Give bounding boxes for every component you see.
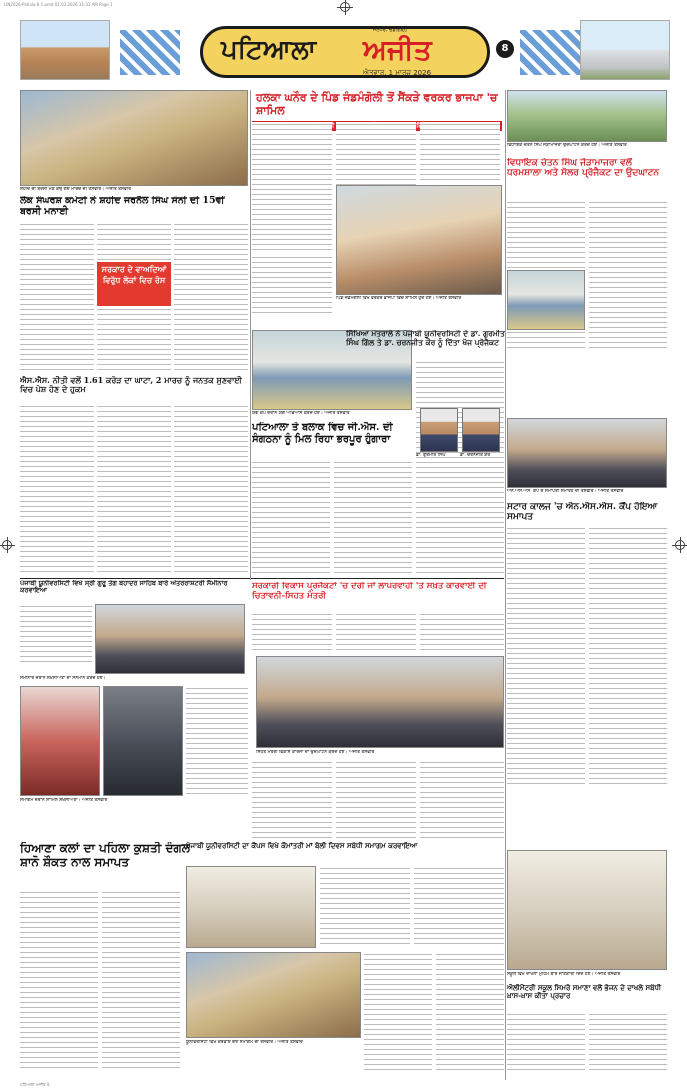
article-a3-caption: ਵਿਧਾਇਕ ਚੇਤਨ ਸਿੰਘ ਜੌੜਾਮਾਜਰਾ ਉਦਘਾਟਨ ਕਰਦੇ ਹੋਏ। ਅਜੀਤ ਤਸਵੀਰ	[507, 143, 627, 148]
article-a5-col1	[252, 460, 330, 574]
print-slug: LIN2026-Patiala-8 1.pmd 01.03.2026 11:31 AM Page 1	[4, 2, 113, 7]
article-a7-col2	[589, 526, 667, 786]
article-a10-col2	[102, 890, 180, 1070]
article-a7-header	[507, 502, 667, 524]
registration-mark-top	[340, 2, 350, 12]
article-a2-caption: ਸ਼ਹੀਦ ਦੀ ਬਰਸੀ ਮੌਕੇ ਕੱਢੇ ਗਏ ਮਾਰਚ ਦੀ ਤਸਵੀਰ। ਅਜੀਤ ਤਸਵੀਰ	[20, 187, 131, 192]
article-a2-col3	[174, 222, 248, 372]
article-a9-col2	[336, 612, 416, 652]
page-footer: ਪਟਿਆਲਾ ਅਜੀਤ 8	[20, 1082, 50, 1087]
masthead-photo-right	[580, 20, 670, 80]
article-a8-caption2: ਸਮਾਗਮ ਦੌਰਾਨ ਸ਼ਾਮਿਲ ਸ਼ਖ਼ਸੀਅਤਾਂ। ਅਜੀਤ ਤਸਵੀਰ	[20, 798, 108, 803]
article-a12-header	[507, 984, 667, 1010]
article-a1-col4	[252, 255, 332, 315]
article-a6-portrait-right-caption: ਡਾ. ਚਰਨਜੀਤ ਕੌਰ	[460, 453, 491, 458]
article-a11-photo	[186, 866, 316, 948]
masthead-edition: ਜਲੰਧਰ, ਚੰਡੀਗੜ੍ਹ	[373, 27, 408, 33]
article-a3-headline: ਵਿਧਾਇਕ ਚੇਤਨ ਸਿੰਘ ਜੌੜਾਮਾਜਰਾ ਵਲੋਂ ਧਰਮਸ਼ਾਲਾ ਅਤੇ ਸੋਲਰ ਪ੍ਰੋਜੈਕਟ ਦਾ ਉਦਘਾਟਨ	[507, 158, 660, 179]
article-a11-photo2	[186, 952, 361, 1038]
article-a8-photo2	[20, 686, 100, 796]
article-a6-portrait-left-caption: ਡਾ. ਗੁਰਮੀਤ ਸਿੰਘ	[416, 453, 446, 458]
article-a1-photo	[336, 185, 502, 295]
page-number: 8	[496, 40, 514, 58]
article-a1	[252, 90, 502, 320]
article-a5-col2	[334, 460, 412, 574]
registration-mark-left	[2, 540, 12, 550]
masthead-pattern-left	[120, 30, 180, 75]
article-a11-col3	[364, 952, 432, 1070]
article-a4-header	[20, 376, 248, 402]
section-divider	[20, 578, 504, 579]
article-a1-col1	[252, 122, 332, 252]
article-a4-col1	[20, 404, 94, 574]
article-a12-caption: ਸਕੂਲ ਵਿਖੇ ਦਾਖਲਾ ਮੁਹਿੰਮ ਬਾਰੇ ਜਾਣਕਾਰੀ ਦਿੰਦੇ ਹੋਏ। ਅਜੀਤ ਤਸਵੀਰ	[507, 972, 621, 977]
article-a9-headline: ਸਰਕਾਰੀ ਵਿਕਾਸ ਪ੍ਰੋਜੈਕਟਾਂ 'ਚ ਦੇਰੀ ਜਾਂ ਲਾਪਰਵਾਹੀ 'ਤੇ ਸਖ਼ਤ ਕਾਰਵਾਈ ਦੀ ਚਿਤਾਵਨੀ-ਸਿਹਤ ਮੰਤਰੀ	[252, 582, 487, 601]
article-a8-headline: ਪੰਜਾਬੀ ਯੂਨੀਵਰਸਿਟੀ ਵਿਖੇ ਸ੍ਰੀ ਗੁਰੂ ਤੇਗ ਬਹਾਦਰ ਸਾਹਿਬ ਬਾਰੇ ਅੰਤਰਰਾਸ਼ਟਰੀ ਸੈਮੀਨਾਰ ਕਰਵਾਇਆ	[20, 580, 228, 595]
article-a11-headline: ਪੰਜਾਬੀ ਯੂਨੀਵਰਸਿਟੀ ਦਾ ਕੈਂਪਸ ਵਿਖੇ ਕੌਮਾਂਤਰੀ ਮਾਂ ਬੋਲੀ ਦਿਵਸ ਸਬੰਧੀ ਸਮਾਗਮ ਕਰਵਾਇਆ	[186, 842, 418, 850]
article-a7-headline: ਸਟਾਰ ਕਾਲਜ 'ਚ ਐਨ.ਐਸ.ਐਸ. ਕੈਂਪ ਹੋਇਆ ਸਮਾਪਤ	[507, 502, 658, 523]
article-a6-headline: ਸਿੱਖਿਆ ਮੰਤਰਾਲੇ ਨੇ ਪੰਜਾਬੀ ਯੂਨੀਵਰਸਿਟੀ ਦੇ ਡਾ. ਗੁਰਮੀਤ ਸਿੰਘ ਗਿੱਲ ਤੇ ਡਾ. ਚਰਨਜੀਤ ਕੌਰ ਨੂੰ ਦਿੱਤਾ ਖੋਜ ਪ੍ਰੋਜੈਕਟ	[346, 330, 505, 347]
article-a2-header	[20, 196, 248, 220]
article-a12-photo	[507, 850, 667, 970]
masthead-date: ਐਤਵਾਰ, 1 ਮਾਰਚ 2026	[363, 69, 432, 77]
article-a10-col1	[20, 890, 98, 1070]
article-a9-header	[252, 582, 504, 608]
article-a5-header	[252, 422, 412, 458]
masthead-banner	[200, 26, 490, 78]
article-a11-header	[186, 842, 504, 862]
registration-mark-right	[675, 540, 685, 550]
article-a12-col1	[507, 1012, 585, 1072]
article-a8-col1	[20, 604, 92, 664]
article-a3-col2	[589, 200, 667, 350]
article-a4-headline: ਐਸ.ਐਸ. ਨੀਤੀ ਵਲੋਂ 1.61 ਕਰੋੜ ਦਾ ਘਾਟਾ, 2 ਮਾਰਚ ਨੂੰ ਜਨਤਕ ਸੁਣਵਾਈ ਵਿਚ ਪੇਸ਼ ਹੋਣ ਦੇ ਹੁਕਮ	[20, 376, 242, 395]
article-a1-caption: ਪਿੰਡ ਜੰਡਮੰਗੋਲੀ ਵਿਖੇ ਵਰਕਰ ਭਾਜਪਾ ਵਿਚ ਸ਼ਾਮਿਲ ਹੁੰਦੇ ਹੋਏ। ਅਜੀਤ ਤਸਵੀਰ	[336, 296, 462, 301]
masthead-title-right: ਅਜੀਤ	[363, 33, 432, 66]
masthead-title-left: ਪਟਿਆਲਾ	[221, 35, 317, 65]
article-a9-caption: ਸਿਹਤ ਮੰਤਰੀ ਵਿਕਾਸ ਕਾਰਜਾਂ ਦਾ ਉਦਘਾਟਨ ਕਰਦੇ ਹੋਏ। ਅਜੀਤ ਤਸਵੀਰ	[256, 750, 375, 755]
article-a11-col1	[320, 866, 410, 948]
article-a7-photo	[507, 418, 667, 488]
article-a6-header	[346, 330, 506, 356]
article-a12-col2	[589, 1012, 667, 1072]
article-a8-photo3	[103, 686, 183, 796]
article-a9-photo	[256, 656, 504, 748]
article-a9-col6	[420, 760, 504, 840]
column-rule-1	[250, 90, 251, 580]
article-a8-photo1	[95, 604, 245, 674]
article-a8-col2	[186, 686, 248, 796]
article-a2-photo	[20, 90, 248, 186]
column-rule-2	[505, 90, 506, 1080]
article-a9-col4	[252, 760, 332, 840]
article-a2-headline: ਲੋਕ ਸੰਘਰਸ਼ ਕਮੇਟੀ ਨੇ ਸ਼ਹੀਦ ਜਰਨੈਲ ਸਿੰਘ ਸੋਨੀ ਦੀ 15ਵੀਂ ਬਰਸੀ ਮਨਾਈ	[20, 196, 225, 217]
article-a3-photo	[507, 90, 667, 142]
article-a10-headline: ਹਿਆਣਾ ਕਲਾਂ ਦਾ ਪਹਿਲਾ ਕੁਸ਼ਤੀ ਦੰਗਲ ਸ਼ਾਨੋ ਸ਼ੌਕਤ ਨਾਲ ਸਮਾਪਤ	[20, 842, 190, 869]
article-a6-portrait-right	[462, 408, 500, 452]
article-a4-col2	[97, 404, 171, 574]
article-a1-headline: ਹਲਕਾ ਘਨੌਰ ਦੇ ਪਿੰਡ ਜੰਡਮੰਗੋਲੀ ਤੋਂ ਸੈਂਕੜੇ ਵਰਕਰ ਭਾਜਪਾ 'ਚ ਸ਼ਾਮਿਲ	[256, 91, 498, 117]
article-a8-header	[20, 580, 248, 602]
masthead	[20, 20, 670, 85]
article-a9-col3	[420, 612, 504, 652]
article-a11-col4	[436, 952, 504, 1070]
article-a6-col2	[416, 460, 504, 574]
article-a3-photo2	[507, 270, 585, 330]
article-a6-portrait-left	[420, 408, 458, 452]
article-a9-col5	[336, 760, 416, 840]
article-a1-col3	[420, 122, 500, 182]
article-a4-col3	[174, 404, 248, 574]
masthead-pattern-right	[520, 30, 580, 75]
article-a3-header	[507, 158, 667, 198]
article-a5-headline: ਪਟਿਆਲਾ ਤੇ ਬਲਾਕ ਵਿਚ ਜੀ.ਐਸ. ਦੀ ਸੰਗਠਨਾ ਨੂੰ ਮਿਲ ਰਿਹਾ ਭਰਪੂਰ ਹੁੰਗਾਰਾ	[252, 422, 393, 445]
article-a2-col1	[20, 222, 94, 372]
article-a7-caption: ਐਨ.ਐਸ.ਐਸ. ਕੈਂਪ ਦੇ ਸਮਾਪਤੀ ਸਮਾਰੋਹ ਦੀ ਤਸਵੀਰ। ਅਜੀਤ ਤਸਵੀਰ	[507, 489, 624, 494]
article-a7-col1	[507, 526, 585, 786]
article-a8-caption1: ਸੈਮੀਨਾਰ ਦੌਰਾਨ ਸ਼ਖ਼ਸੀਅਤਾਂ ਦਾ ਸਨਮਾਨ ਕਰਦੇ ਹੋਏ।	[20, 676, 106, 681]
article-a12-headline: ਐਲੀਮੈਂਟਰੀ ਸਕੂਲ ਸਿਮਰੋ ਸਮਾਣਾ ਵਲੋਂ ਭੋਜਨ ਦੇ ਦਾਖਲੇ ਸਬੰਧੀ ਖ਼ਾਸ-ਖ਼ਾਸ ਕੀਤਾ ਪ੍ਰਚਾਰ	[507, 984, 662, 1001]
article-a11-col2	[414, 866, 504, 948]
article-a11-caption: ਯੂਨੀਵਰਸਿਟੀ ਵਿਖੇ ਕਰਵਾਏ ਗਏ ਸਮਾਗਮ ਦੀ ਤਸਵੀਰ। ਅਜੀਤ ਤਸਵੀਰ	[186, 1040, 303, 1045]
article-a5-caption: ਯੋਗ ਕੈਂਪ ਦੌਰਾਨ ਯੋਗ ਅਭਿਆਸ ਕਰਦੇ ਹੋਏ। ਅਜੀਤ ਤਸਵੀਰ	[252, 411, 350, 416]
article-a9-col1	[252, 612, 332, 652]
article-a10-header	[20, 842, 190, 886]
article-a2-highlight-box: ਸਰਕਾਰ ਦੇ ਵਾਅਦਿਆਂ ਵਿਰੁੱਧ ਲੋਕਾਂ ਵਿਚ ਰੋਸ	[97, 262, 171, 306]
masthead-photo-left	[20, 20, 110, 80]
